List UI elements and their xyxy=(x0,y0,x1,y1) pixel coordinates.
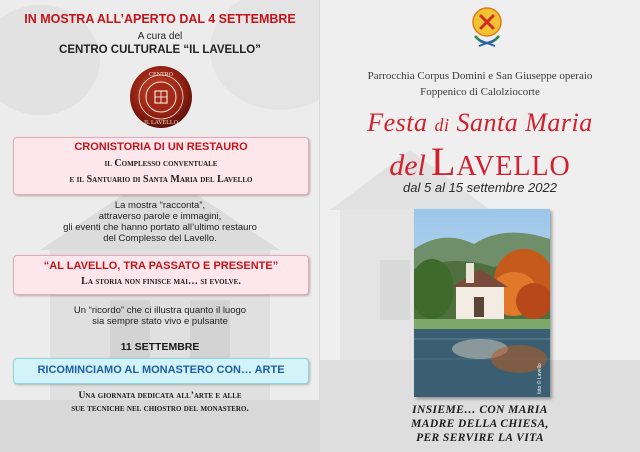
lavello-word: Lavello xyxy=(430,139,571,184)
memory-line-1: Un “ricordo” che ci illustra quanto il luogo xyxy=(73,305,247,316)
closing-line-2: sue tecniche nel chiostro del monastero. xyxy=(71,404,249,414)
festival-dates: dal 5 al 15 settembre 2022 xyxy=(403,180,557,195)
cultural-center-seal-icon xyxy=(128,64,194,130)
art-day-title: RICOMINCIAMO AL MONASTERO CON… ARTE xyxy=(37,364,285,376)
closing-line-1: Una giornata dedicata all’arte e alle xyxy=(78,391,242,401)
past-present-subtitle: La storia non finisce mai… si evolve. xyxy=(81,276,241,287)
del-word: del xyxy=(389,149,426,182)
story-line-2: attraverso parole e immagini, xyxy=(98,211,222,222)
santuario-photo xyxy=(414,209,550,397)
restoration-history-title: CRONISTORIA DI UN RESTAURO xyxy=(74,141,248,153)
motto-line-1: INSIEME… CON MARIA xyxy=(412,404,548,416)
restoration-history-line1: il Complesso conventuale xyxy=(104,158,218,169)
past-present-title: “AL LAVELLO, TRA PASSATO E PRESENTE” xyxy=(43,260,279,272)
lavello-title xyxy=(320,138,640,185)
story-line-3: gli eventi che hanno portato all’ultimo restauro xyxy=(63,222,257,233)
svg-text:IL LAVELLO: IL LAVELLO xyxy=(144,120,178,126)
di-word: di xyxy=(434,115,450,135)
seal-lettering: CENTRO xyxy=(149,72,173,78)
festa-word: Festa xyxy=(367,108,428,137)
festa-title xyxy=(320,108,640,138)
santa-maria-word: Santa Maria xyxy=(456,108,593,137)
past-present-box xyxy=(13,255,309,295)
parish-cross-emblem-icon xyxy=(467,6,507,50)
parish-name: Parrocchia Corpus Domini e San Giuseppe operaio xyxy=(367,70,593,82)
art-day-box xyxy=(13,358,309,384)
exhibition-headline: IN MOSTRA ALL’APERTO DAL 4 SETTEMBRE xyxy=(24,12,296,26)
curated-by-label: A cura del xyxy=(137,31,183,42)
restoration-history-box xyxy=(13,137,309,195)
cultural-center-name: CENTRO CULTURALE “IL LAVELLO” xyxy=(59,44,261,56)
restoration-history-line2: e il Santuario di Santa Maria del Lavello xyxy=(69,174,253,185)
memory-line-2: sia sempre stato vivo e pulsante xyxy=(92,316,228,327)
photo-credit: foto © Lavello xyxy=(537,363,543,394)
motto-line-2: MADRE DELLA CHIESA, xyxy=(411,418,549,430)
photo-credit-wrap xyxy=(537,360,545,394)
motto-line-3: PER SERVIRE LA VITA xyxy=(416,432,544,444)
story-line-4: del Complesso del Lavello. xyxy=(103,233,217,244)
september-11-date: 11 SETTEMBRE xyxy=(120,341,200,353)
story-line-1: La mostra “racconta”, xyxy=(114,200,206,211)
parish-location: Foppenico di Calolziocorte xyxy=(420,86,540,98)
